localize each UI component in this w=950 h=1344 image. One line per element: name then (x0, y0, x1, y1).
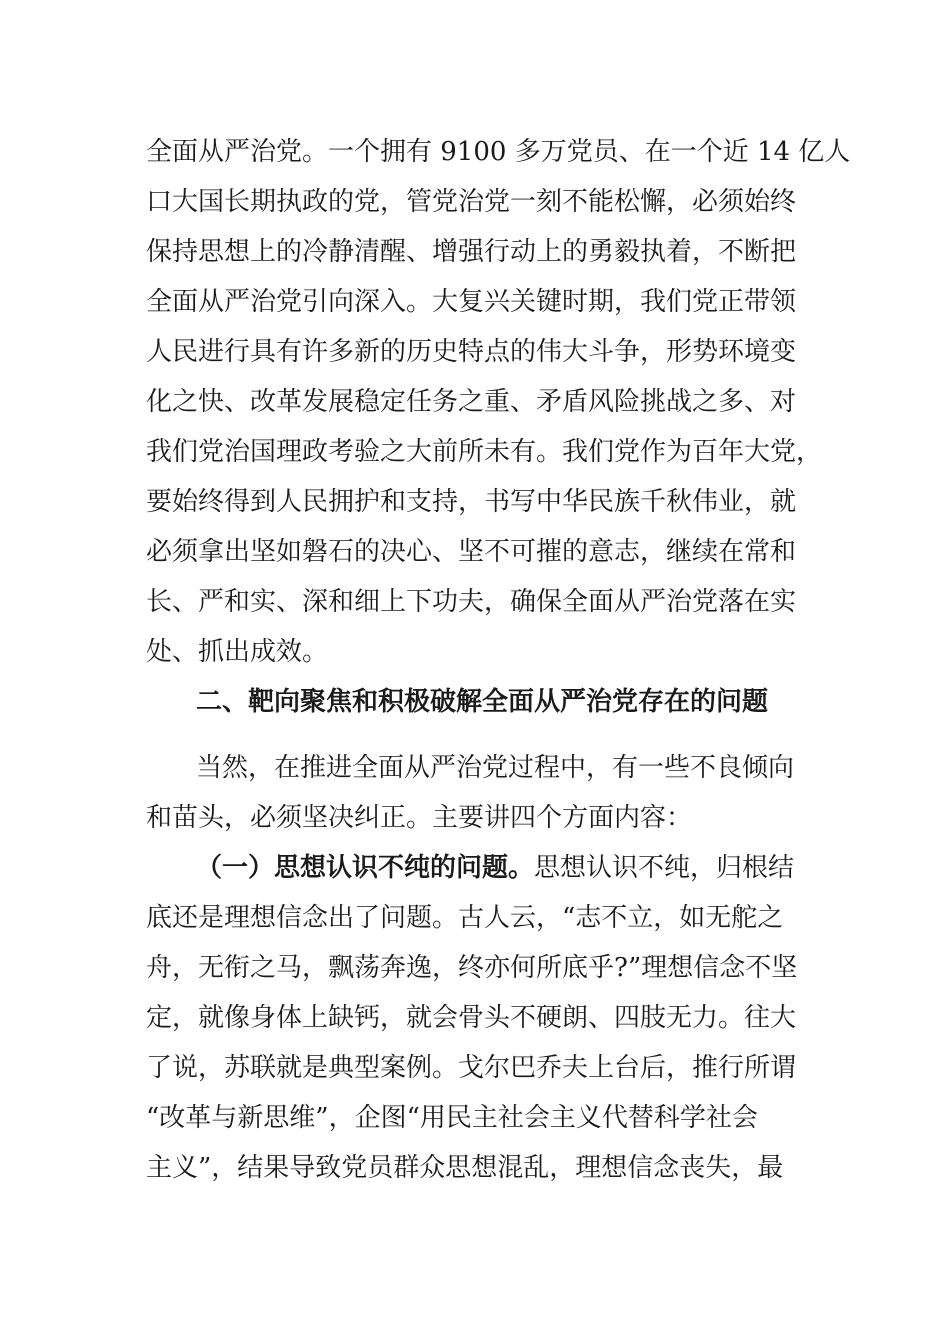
text-line: 我们党治国理政考验之大前所未有。我们党作为百年大党， (146, 437, 823, 467)
text-line: “改革与新思维”，企图“用民主社会主义代替科学社会 (146, 1103, 758, 1133)
text-line: 保持思想上的冷静清醒、增强行动上的勇毅执着，不断把 (146, 237, 797, 267)
text-line: 舟，无衔之马，飘荡奔逸，终亦何所底乎?”理想信念不坚 (146, 953, 798, 983)
text-line: 人民进行具有许多新的历史特点的伟大斗争，形势环境变 (146, 337, 797, 367)
text-line: 全面从严治党。一个拥有 9100 多万党员、在一个近 14 亿人 (146, 137, 851, 167)
text-line: 口大国长期执政的党，管党治党一刻不能松懈，必须始终 (146, 187, 797, 217)
text-line: 和苗头，必须坚决纠正。主要讲四个方面内容： (146, 803, 693, 833)
text-line (196, 855, 794, 881)
text-span: 思想认识不纯，归根结 (534, 853, 795, 883)
text-line: 要始终得到人民拥护和支持，书写中华民族千秋伟业，就 (146, 487, 797, 517)
text-line: 必须拿出坚如磐石的决心、坚不可摧的意志，继续在常和 (146, 537, 797, 567)
text-line: 化之快、改革发展稳定任务之重、矛盾风险挑战之多、对 (146, 387, 797, 417)
text-line: 全面从严治党引向深入。大复兴关键时期，我们党正带领 (146, 287, 797, 317)
text-line: 底还是理想信念出了问题。古人云，“志不立，如无舵之 (146, 903, 784, 933)
text-line: 当然，在推进全面从严治党过程中，有一些不良倾向 (196, 753, 795, 783)
text-line: 长、严和实、深和细上下功夫，确保全面从严治党落在实 (146, 587, 797, 617)
text-line: 处、抓出成效。 (146, 637, 329, 667)
subsection-title: （一）思想认识不纯的问题。 (196, 853, 535, 883)
text-line: 了说，苏联就是典型案例。戈尔巴乔夫上台后，推行所谓 (146, 1053, 797, 1083)
section-heading: 二、靶向聚焦和积极破解全面从严治党存在的问题 (196, 687, 769, 717)
text-line: 主义”，结果导致党员群众思想混乱，理想信念丧失，最 (146, 1153, 784, 1183)
text-line: 定，就像身体上缺钙，就会骨头不硬朗、四肢无力。往大 (146, 1003, 797, 1033)
